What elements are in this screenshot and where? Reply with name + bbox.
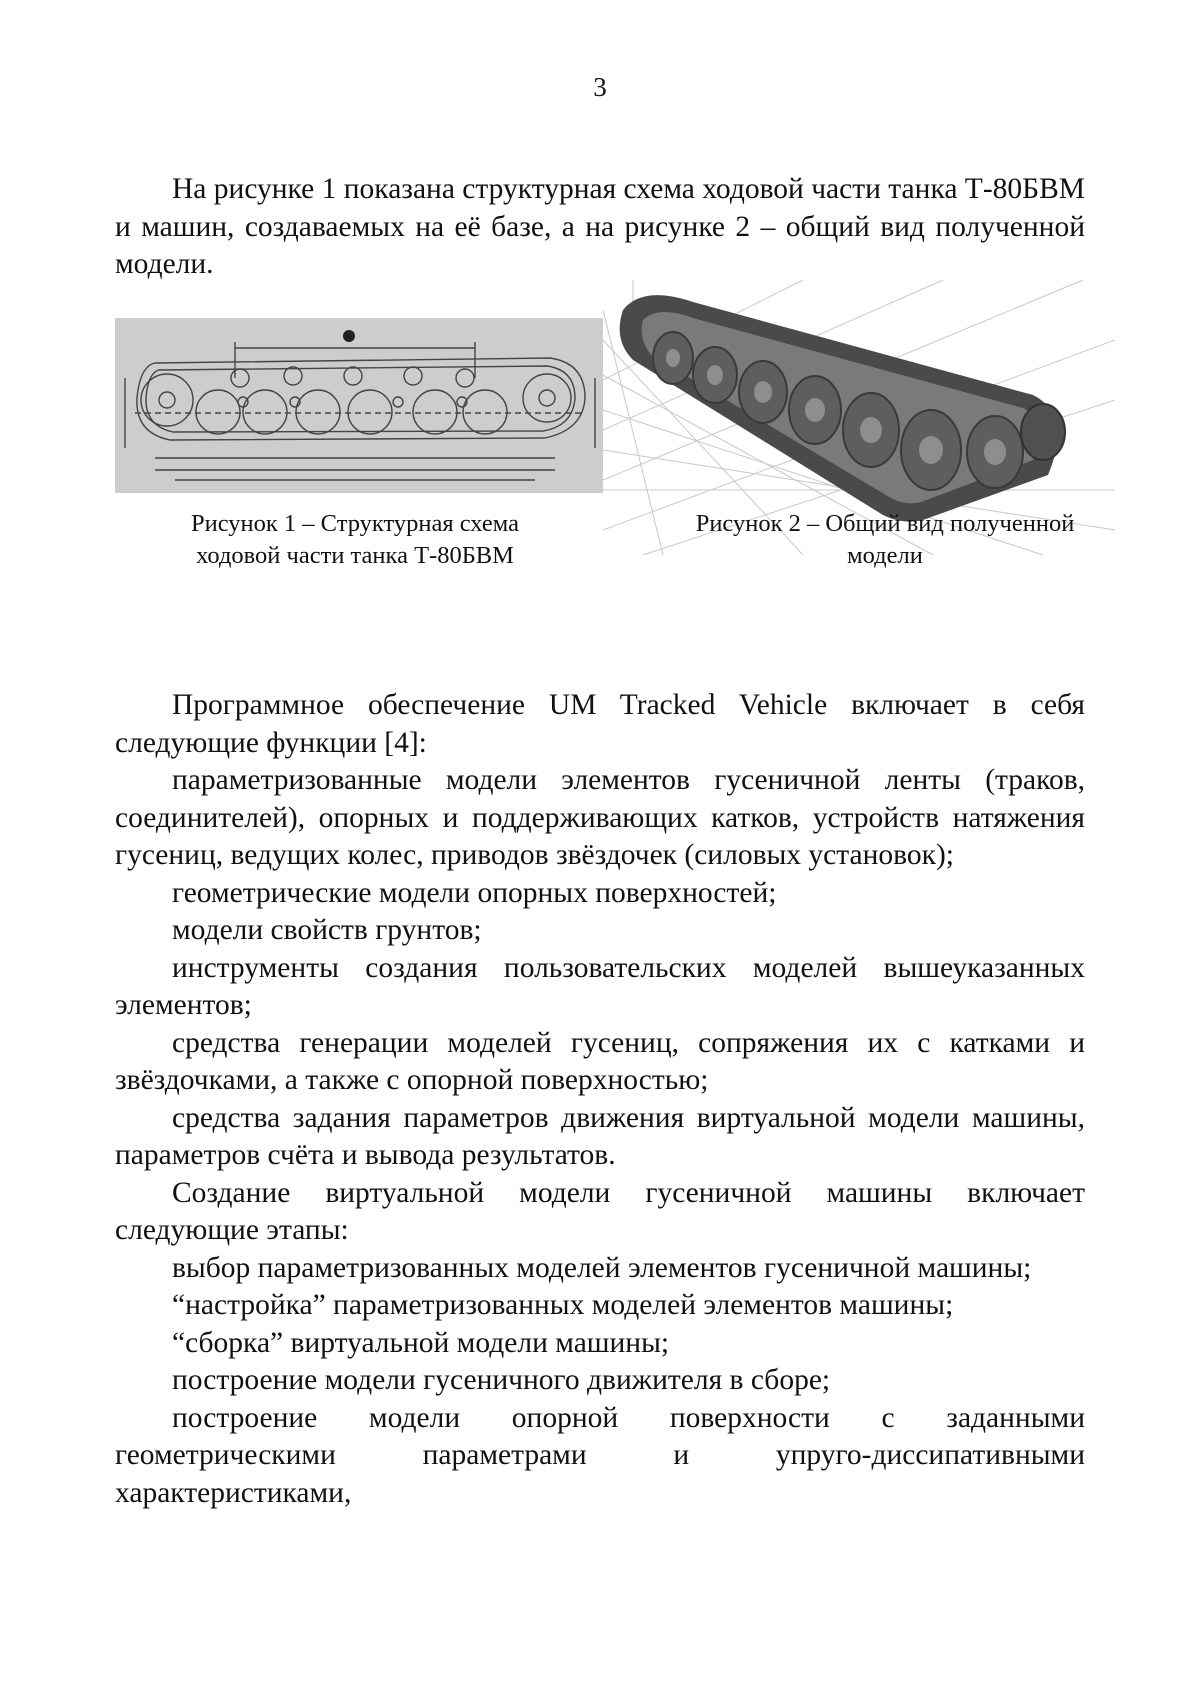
stage-item: выбор параметризованных моделей элементов гусеничной машины; — [172, 1251, 1032, 1284]
stage-item: “сборка” виртуальной модели машины; — [172, 1326, 670, 1359]
stages-intro: Создание виртуальной модели гусеничной машины включает следующие этапы: — [115, 1176, 1085, 1246]
function-item: средства задания параметров движения виртуальной модели машины, параметров счёта и вывода результатов. — [115, 1101, 1085, 1171]
software-intro: Программное обеспечение UM Tracked Vehicle включает в себя следующие функции [4]: — [115, 689, 1085, 759]
stage-item: построение модели опорной поверхности с заданными геометрическими параметрами и упруго-диссипативными характеристиками, — [115, 1401, 1085, 1509]
running-gear-scheme-drawing — [115, 318, 605, 493]
stage-item: построение модели гусеничного движителя в сборе; — [172, 1364, 831, 1396]
function-item: модели свойств грунтов; — [172, 914, 482, 946]
figure-2-caption: Рисунок 2 – Общий вид полученной модели — [695, 510, 1075, 569]
function-item: средства генерации моделей гусениц, сопряжения их с катками и звёздочками, а также с опорной поверхностью; — [115, 1026, 1085, 1096]
function-item: геометрические модели опорных поверхностей; — [172, 876, 777, 909]
body-text — [115, 687, 1085, 1512]
intro-paragraph: На рисунке 1 показана структурная схема ходовой части танка Т-80БВМ и машин, создаваемых на её базе, а на рисунке 2 – общий вид полученной модели. — [115, 173, 1085, 280]
function-item: инструменты создания пользовательских моделей вышеуказанных элементов; — [115, 951, 1085, 1021]
figure-1-caption: Рисунок 1 – Структурная схема ходовой части танка Т-80БВМ — [191, 510, 519, 569]
figure-1-scheme-image — [115, 318, 605, 493]
stage-item: “настройка” параметризованных моделей элементов машины; — [172, 1289, 954, 1321]
page-number: 3 — [593, 72, 607, 102]
function-item: параметризованные модели элементов гусеничной ленты (траков, соединителей), опорных и поддерживающих катков, устройств натяжения гусениц, ведущих колес, приводов звёздочек (силовых установок); — [115, 764, 1085, 871]
